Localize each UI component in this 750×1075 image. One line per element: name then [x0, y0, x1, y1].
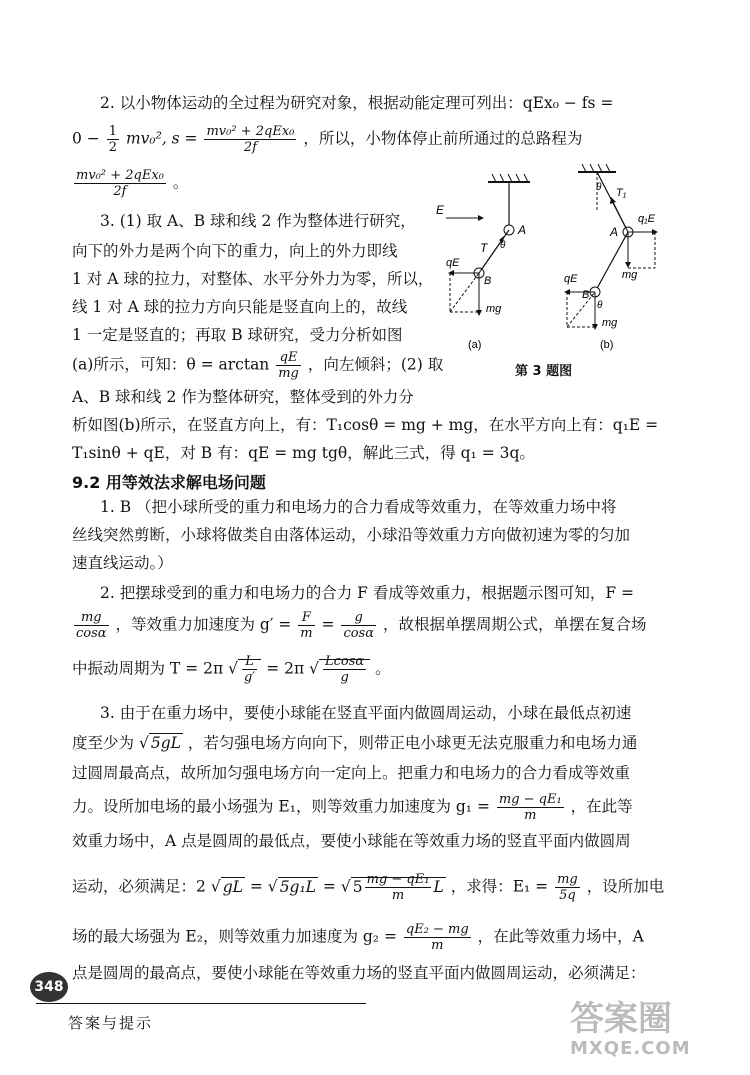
p3-line-2: 向下的外力是两个向下的重力，向上的外力即线 [72, 242, 398, 260]
p3-line-5: 1 一定是竖直的；再取 B 球研究，受力分析如图 [72, 326, 403, 344]
s2-text: = [321, 615, 335, 634]
fraction: $\frac{qE}{mg}$ [278, 350, 299, 381]
s1-line-2: 丝线突然剪断，小球将做类自由落体运动，小球沿等效重力方向做初速为零的匀加 [72, 526, 631, 544]
label-qE-b: qE [564, 273, 578, 285]
s3-line-6 [72, 872, 664, 903]
s3-text: 力。设所加电场的最小场强为 E₁，则等效重力加速度为 g₁ = [72, 797, 490, 816]
label-theta: θ [500, 240, 506, 251]
s2-text: 中振动周期为 T = 2π [72, 659, 224, 678]
s3-line-4 [72, 792, 633, 823]
fraction: $\frac{F}{m}$ [300, 610, 313, 641]
p3-line-7: A、B 球和线 2 作为整体研究，整体受到的外力分 [72, 388, 414, 406]
p3-line-4: 线 1 对 A 球的拉力方向只能是竖直向上的，故线 [72, 298, 408, 316]
s2-text: = 2π [266, 659, 305, 678]
p3-line-1: 3. (1) 取 A、B 球和线 2 作为整体进行研究， [100, 212, 416, 230]
p3-line-9: T₁sinθ + qE，对 B 有：qE = mg tgθ，解此三式，得 q₁ = 3q。 [72, 444, 535, 462]
s3-line-2 [72, 732, 637, 754]
s3-text: 场的最大场强为 E₂，则等效重力加速度为 g₂ = [72, 927, 397, 946]
label-a: (a) [468, 339, 482, 351]
p2-text: mv₀², s = [125, 129, 198, 148]
watermark-logo: 答案圈 MXQE.COM [570, 999, 691, 1059]
s2-text: 。 [375, 659, 391, 678]
s3-text: ，设所加电 [586, 877, 665, 896]
figure-3 [430, 162, 690, 362]
p3-line-3: 1 对 A 球的拉力，对整体、水平分外力为零，所以， [72, 270, 434, 288]
s3-line-8: 点是圆周的最高点，要使小球能在等效重力场的竖直平面内做圆周运动，必须满足： [72, 964, 646, 982]
page-number: 348 [30, 972, 68, 1002]
sqrt: √ 5 $\frac{\text{mg − qE₁}}{m}$ L [340, 872, 444, 903]
p3-text: ，向左倾斜；(2) 取 [307, 355, 444, 374]
p2-text: 0 − [72, 129, 100, 148]
p2-text: 。 [172, 173, 189, 192]
label-B-b: B [582, 289, 590, 301]
fraction: $\frac{g}{\cos\alpha}$ [343, 610, 374, 641]
label-T: T [480, 241, 488, 255]
label-mg-2: mg [602, 317, 618, 329]
sqrt-1: √ $\frac{L}{g'}$ [228, 659, 261, 678]
label-T1: T₁ [616, 187, 627, 199]
s3-line-7 [72, 922, 644, 953]
label-theta-b: θ [597, 300, 603, 311]
s3-text: ，求得：E₁ = [450, 877, 549, 896]
s1-line-3: 速直线运动。） [72, 554, 173, 572]
s2-text: ，故根据单摆周期公式，单摆在复合场 [382, 615, 647, 634]
sqrt: √ 5g₁L [267, 877, 316, 896]
p2-line-3 [72, 168, 188, 199]
fraction: $\frac{mg}{\cos\alpha}$ [76, 610, 107, 641]
s3-line-1: 3. 由于在重力场中，要使小球能在竖直平面内做圆周运动，小球在最低点初速 [100, 704, 632, 722]
s3-text: = [249, 877, 263, 896]
fraction: $\frac{1}{2}$ [108, 124, 117, 155]
sqrt: √ gL [210, 877, 243, 896]
label-A: A [518, 223, 527, 237]
fraction: $\frac{mg}{5q}$ [557, 872, 578, 903]
s3-text: ，在此等 [570, 797, 633, 816]
s2-line-2 [72, 610, 646, 641]
label-E: E [436, 203, 445, 217]
fraction: $\frac{\text{mv₀² + 2qEx₀}}{2f}$ [76, 168, 164, 199]
s2-line-3 [72, 654, 391, 685]
label-mg: mg [486, 303, 502, 315]
p2-line-2 [72, 124, 582, 155]
s2-line-1: 2. 把摆球受到的重力和电场力的合力 F 看成等效重力，根据题示图可知，F = [100, 584, 634, 602]
p3-line-6 [72, 350, 443, 381]
s1-line-1: 1. B （把小球所受的重力和电场力的合力看成等效重力，在等效重力场中将 [100, 498, 617, 516]
figure-caption: 第 3 题图 [515, 364, 573, 379]
p3-text: (a)所示，可知：θ = arctan [72, 355, 270, 374]
label-mg-1: mg [622, 269, 638, 281]
label-theta-top: θ [596, 182, 602, 193]
label-q1E: q₁E [638, 213, 655, 225]
section-heading: 9.2 用等效法求解电场问题 [72, 473, 266, 492]
label-qE: qE [446, 257, 460, 269]
s3-line-3: 过圆周最高点，故所加匀强电场方向一定向上。把重力和电场力的合力看成等效重 [72, 764, 631, 782]
fraction: $\frac{\text{qE₂ − mg}}{m}$ [405, 922, 469, 953]
p2-text: ，所以，小物体停止前所通过的总路程为 [303, 129, 583, 148]
s3-line-5: 效重力场中，A 点是圆周的最低点，要使小球能在等效重力场的竖直平面内做圆周 [72, 832, 631, 850]
p3-line-8: 析如图(b)所示，在竖直方向上，有：T₁cosθ = mg + mg，在水平方向上有：q₁E = [72, 416, 659, 434]
sqrt-2: √ $\frac{Lcos\alpha}{g}$ [309, 659, 370, 678]
s2-text: ，等效重力加速度为 g′ = [115, 615, 292, 634]
label-B: B [484, 275, 492, 287]
fraction: $\frac{\text{mg − qE₁}}{m}$ [498, 792, 562, 823]
sqrt-gL: √ 5gL [138, 734, 181, 752]
fraction: $\frac{\text{mv₀² + 2qEx₀}}{2f}$ [206, 124, 295, 155]
s3-text: ，若匀强电场方向向下，则带正电小球更无法克服重力和电场力通 [187, 734, 638, 752]
label-b: (b) [600, 339, 614, 351]
p2-line-1: 2. 以小物体运动的全过程为研究对象，根据动能定理可列出：qEx₀ − fs = [100, 94, 614, 112]
s3-text: ，在此等效重力场中，A [477, 927, 644, 946]
s3-text: 运动，必须满足：2 [72, 877, 206, 896]
footer-rule [36, 1003, 366, 1004]
footer-title: 答案与提示 [68, 1014, 154, 1032]
s3-text: = [322, 877, 336, 896]
label-A-b: A [610, 225, 619, 239]
s3-text: 度至少为 [72, 734, 135, 752]
